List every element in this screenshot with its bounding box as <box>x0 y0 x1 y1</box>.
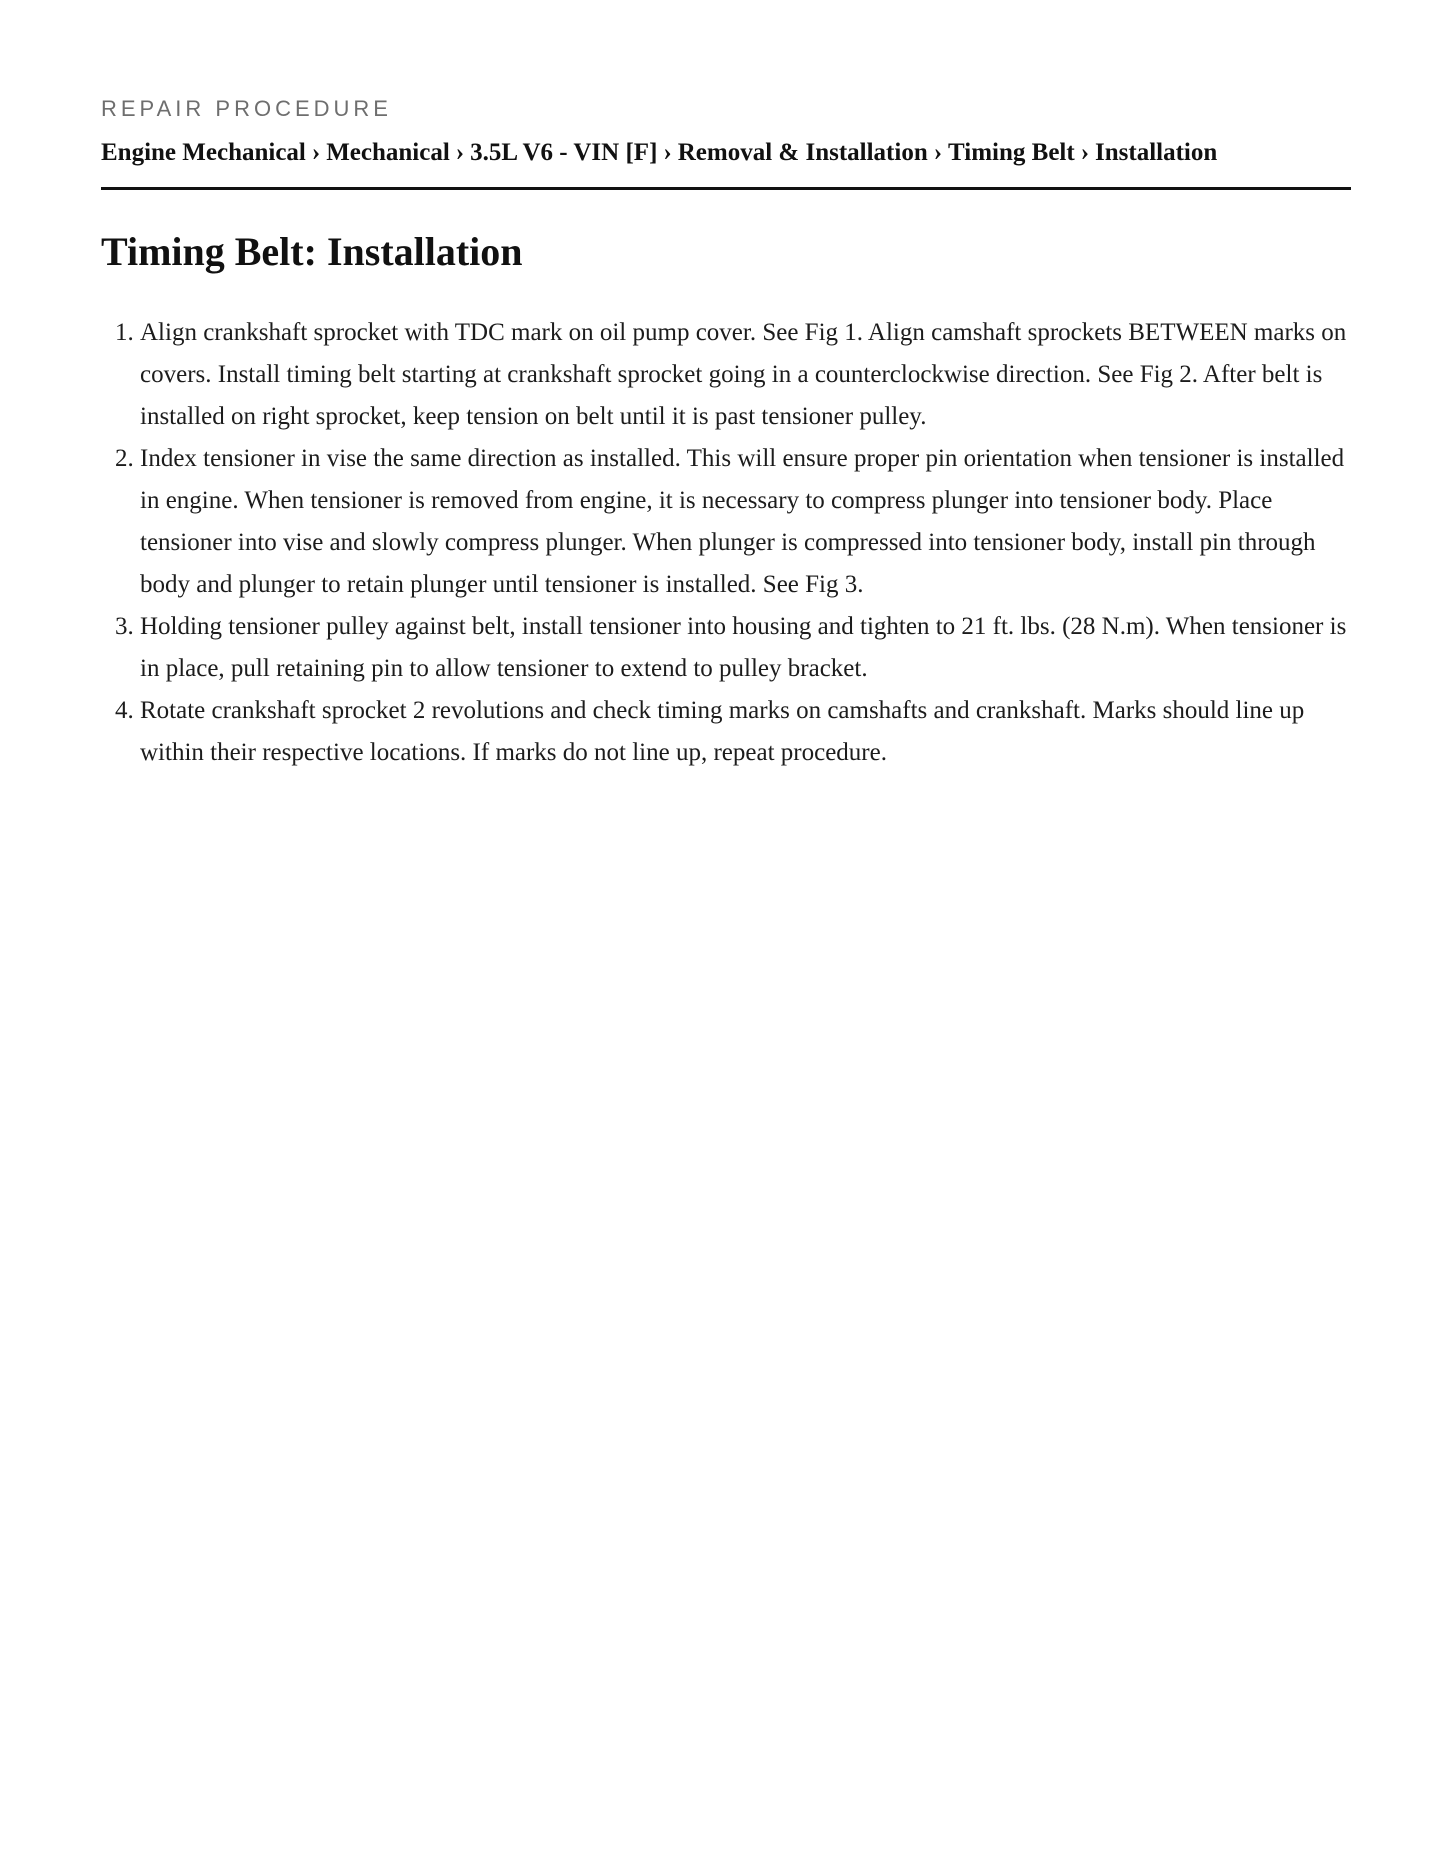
procedure-steps-list <box>101 312 1351 774</box>
breadcrumb-item[interactable]: 3.5L V6 - VIN [F] <box>470 139 658 166</box>
breadcrumb-separator: › <box>455 139 465 166</box>
breadcrumb-item-current: Installation <box>1095 139 1218 166</box>
breadcrumb <box>101 137 1351 190</box>
section-eyebrow: REPAIR PROCEDURE <box>101 96 392 121</box>
breadcrumb-item[interactable]: Removal & Installation <box>677 139 928 166</box>
breadcrumb-separator: › <box>663 139 672 166</box>
procedure-step: 4. Rotate crankshaft sprocket 2 revolutions and check timing marks on camshafts and crankshaft. Marks should line up within their respective locations. If marks do not line up, repeat procedure. <box>140 690 1351 774</box>
page-title: Timing Belt: Installation <box>101 229 523 274</box>
breadcrumb-item[interactable]: Engine Mechanical <box>101 139 306 166</box>
breadcrumb-item[interactable]: Mechanical <box>326 139 450 166</box>
breadcrumb-separator: › <box>933 139 943 166</box>
breadcrumb-item[interactable]: Timing Belt <box>948 139 1075 166</box>
procedure-step: 1. Align crankshaft sprocket with TDC mark on oil pump cover. See Fig 1. Align camshaft sprockets BETWEEN marks on covers. Install timing belt starting at crankshaft sprocket going in a counterclockwise direction. See Fig 2. After belt is installed on right sprocket, keep tension on belt until it is past tensioner pulley. <box>140 312 1351 438</box>
document-page <box>101 0 1351 774</box>
procedure-step: 3. Holding tensioner pulley against belt, install tensioner into housing and tighten to 21 ft. lbs. (28 N.m). When tensioner is in place, pull retaining pin to allow tensioner to extend to pulley bracket. <box>140 606 1351 690</box>
breadcrumb-separator: › <box>1080 139 1090 166</box>
procedure-step: 2. Index tensioner in vise the same direction as installed. This will ensure proper pin orientation when tensioner is installed in engine. When tensioner is removed from engine, it is necessary to compress plunger into tensioner body. Place tensioner into vise and slowly compress plunger. When plunger is compressed into tensioner body, install pin through body and plunger to retain plunger until tensioner is installed. See Fig 3. <box>140 438 1351 606</box>
breadcrumb-separator: › <box>311 139 321 166</box>
